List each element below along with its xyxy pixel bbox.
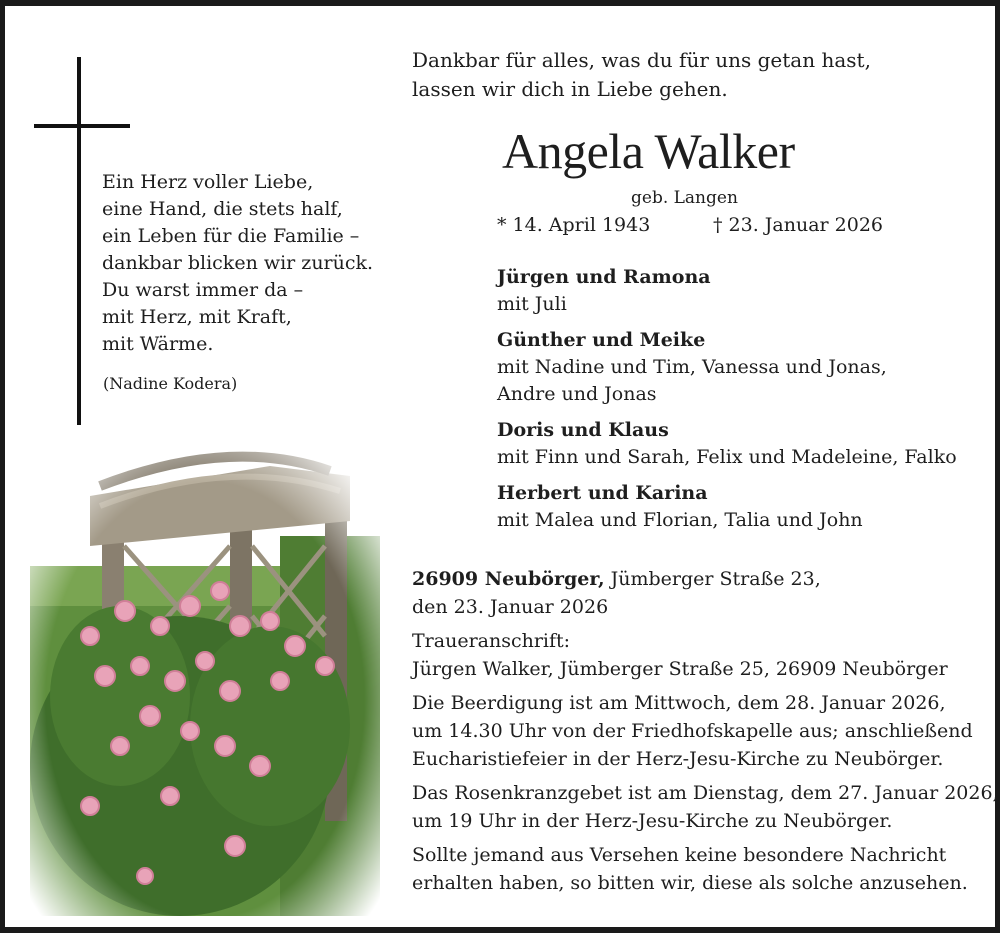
rosary-line: um 19 Uhr in der Herz-Jesu-Kirche zu Neubörger. — [412, 810, 893, 832]
funeral-line: Die Beerdigung ist am Mittwoch, dem 28. Januar 2026, — [412, 692, 946, 714]
family-names: Günther und Meike — [497, 329, 706, 351]
death-date: † 23. Januar 2026 — [713, 214, 884, 236]
intro-line: lassen wir dich in Liebe gehen. — [412, 77, 728, 101]
family-names: Herbert und Karina — [497, 482, 708, 504]
family-list — [497, 264, 967, 543]
funeral-line: Eucharistiefeier in der Herz-Jesu-Kirche zu Neubörger. — [412, 748, 944, 770]
rosary-line: Das Rosenkranzgebet ist am Dienstag, dem 27. Januar 2026, — [412, 782, 999, 804]
family-children: mit Nadine und Tim, Vanessa und Jonas, — [497, 356, 887, 378]
poem — [102, 169, 392, 358]
notice-line: erhalten haben, so bitten wir, diese als solche anzusehen. — [412, 872, 968, 894]
poem-line: eine Hand, die stets half, — [102, 198, 343, 220]
notice-line: Sollte jemand aus Versehen keine besondere Nachricht — [412, 844, 947, 866]
poem-author: (Nadine Kodera) — [103, 374, 238, 393]
cross-icon-bar — [34, 124, 130, 128]
poem-line: mit Herz, mit Kraft, — [102, 306, 292, 328]
intro-text — [412, 46, 871, 104]
family-names: Jürgen und Ramona — [497, 266, 711, 288]
birth-date: * 14. April 1943 — [497, 214, 651, 236]
family-children: Andre und Jonas — [497, 383, 657, 405]
family-children: mit Finn und Sarah, Felix und Madeleine, Falko — [497, 446, 957, 468]
family-group — [497, 327, 967, 408]
mourning-address — [412, 627, 972, 683]
intro-line: Dankbar für alles, was du für uns getan hast, — [412, 48, 871, 72]
funeral-line: um 14.30 Uhr von der Friedhofskapelle aus; anschließend — [412, 720, 973, 742]
notice-info — [412, 841, 972, 897]
address-date: den 23. Januar 2026 — [412, 596, 609, 618]
family-children: mit Malea und Florian, Talia und John — [497, 509, 863, 531]
address-place: 26909 Neubörger, — [412, 568, 605, 590]
maiden-name: geb. Langen — [631, 188, 738, 208]
family-children: mit Juli — [497, 293, 567, 315]
cross-icon — [77, 57, 81, 425]
address-street: Jümberger Straße 23, — [604, 568, 821, 590]
info-block — [412, 565, 999, 897]
family-names: Doris und Klaus — [497, 419, 669, 441]
funeral-info — [412, 689, 972, 773]
poem-line: Du warst immer da – — [102, 279, 304, 301]
poem-line: ein Leben für die Familie – — [102, 225, 360, 247]
family-group — [497, 264, 967, 318]
mourning-address-value: Jürgen Walker, Jümberger Straße 25, 26909 Neubörger — [412, 658, 948, 680]
rose-arch-garden-photo — [30, 436, 380, 916]
poem-line: Ein Herz voller Liebe, — [102, 171, 314, 193]
family-group — [497, 417, 967, 471]
poem-line: dankbar blicken wir zurück. — [102, 252, 374, 274]
family-group — [497, 480, 967, 534]
poem-line: mit Wärme. — [102, 333, 214, 355]
rosary-info — [412, 779, 999, 835]
address-line — [412, 565, 972, 593]
mourning-address-label: Traueranschrift: — [412, 630, 571, 652]
deceased-name: Angela Walker — [502, 123, 795, 179]
